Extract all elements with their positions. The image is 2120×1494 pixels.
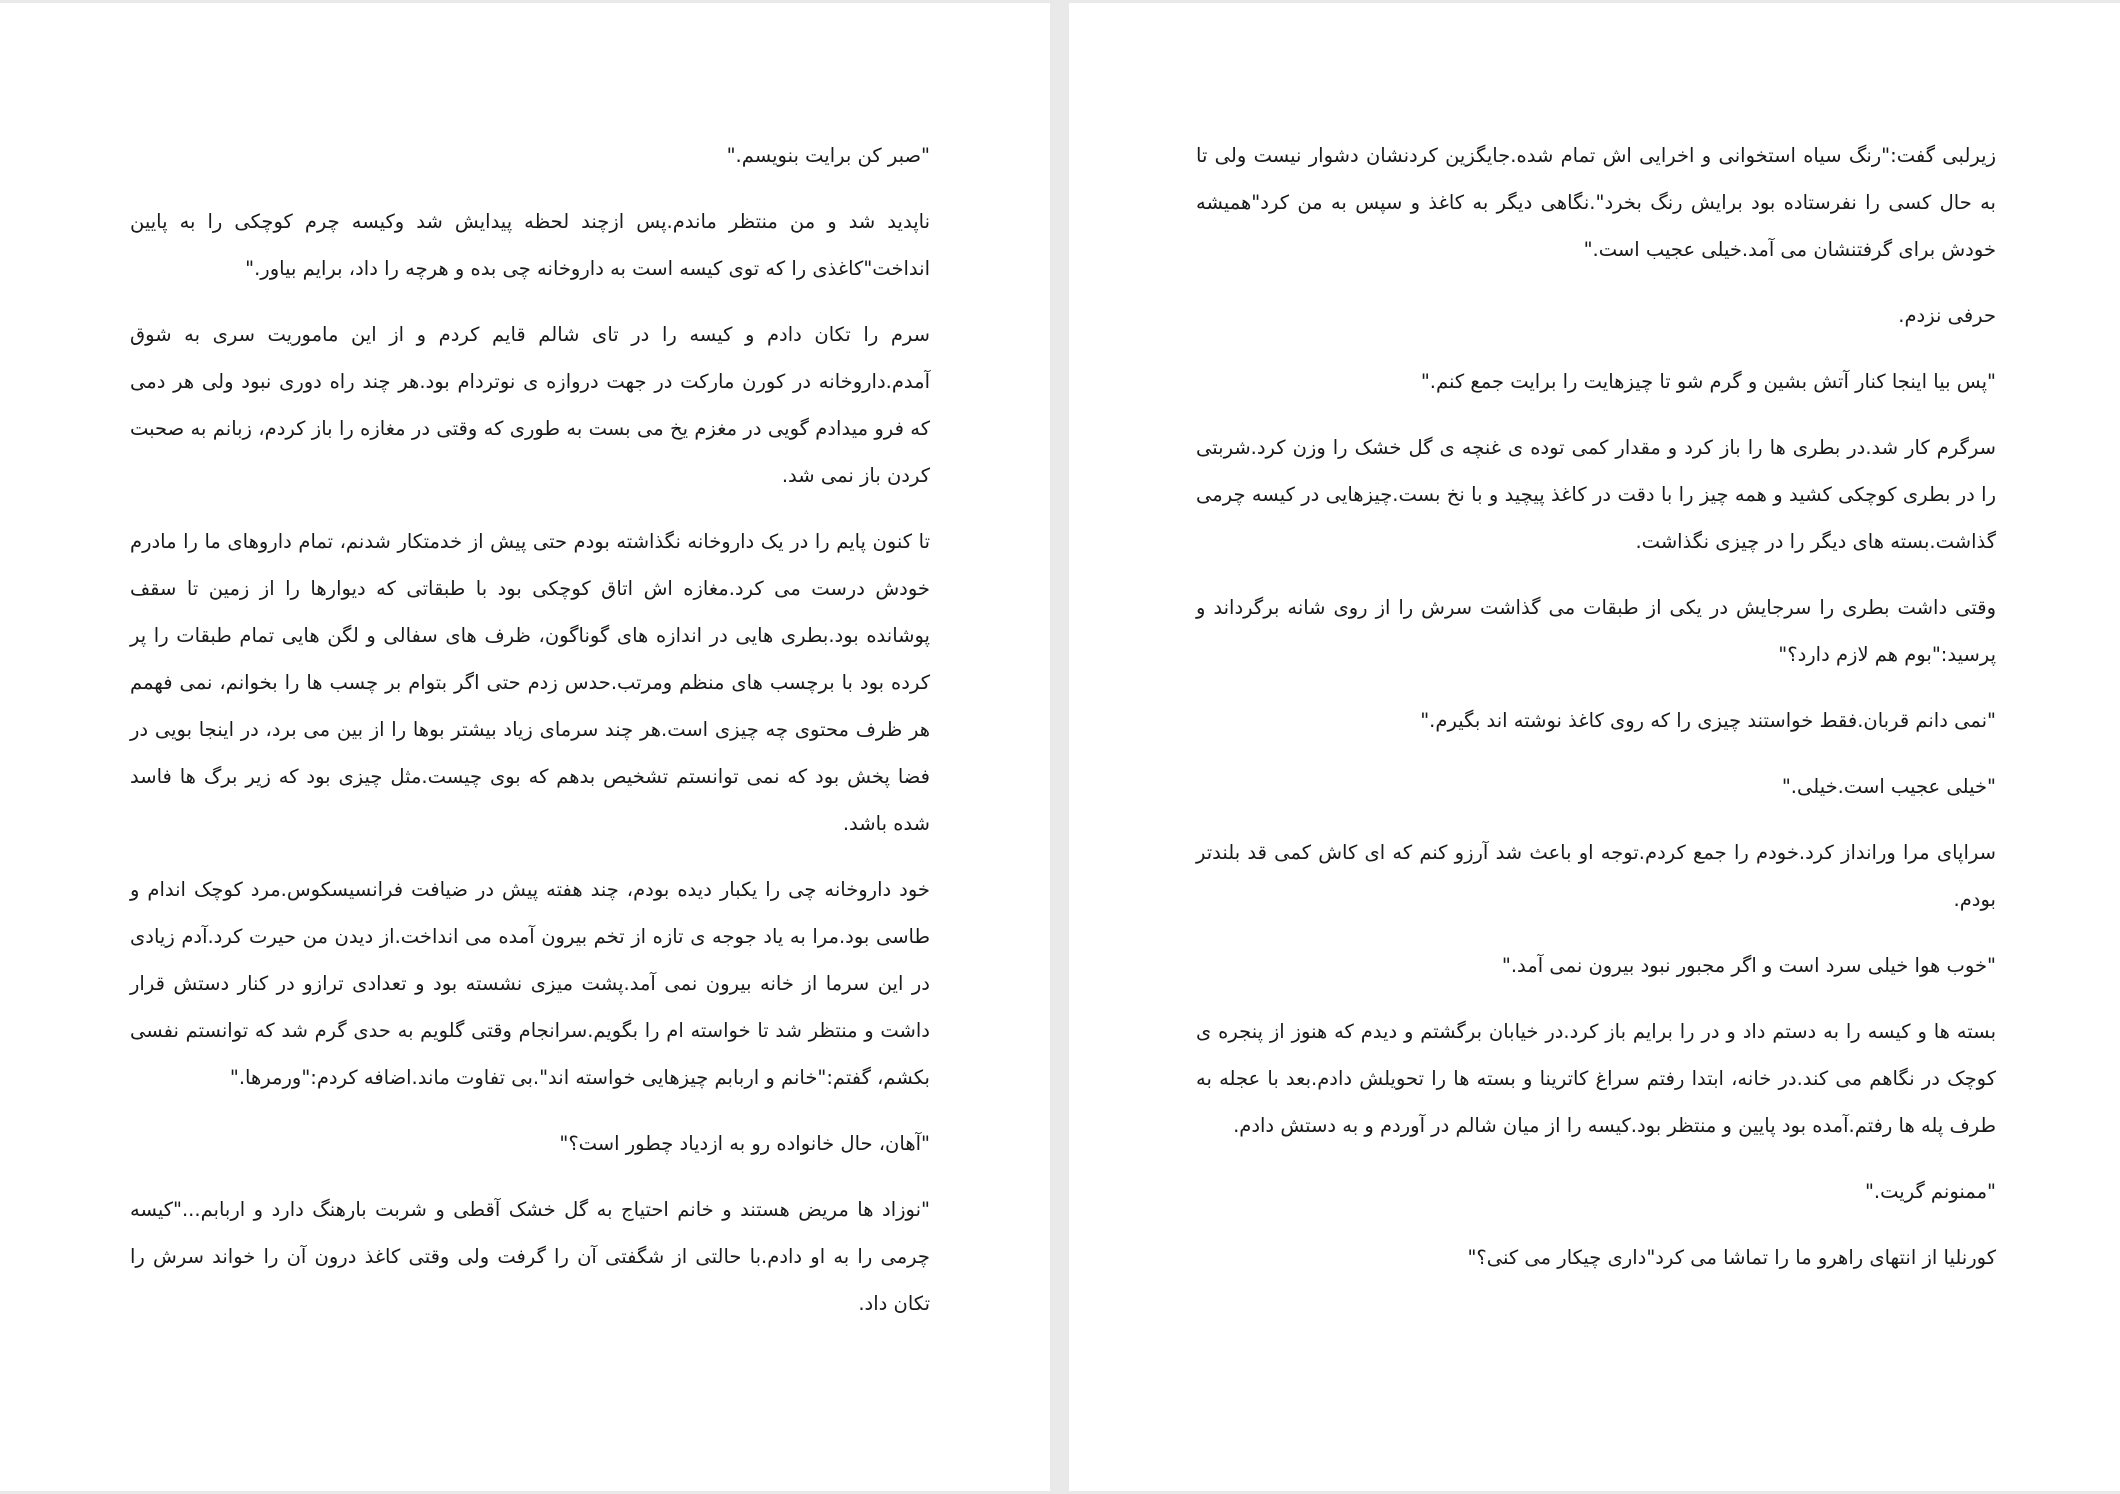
paragraph: "صبر کن برایت بنویسم.": [726, 144, 930, 167]
paragraph: "خیلی عجیب است.خیلی.": [1781, 775, 1996, 798]
paragraph: ناپدید شد و من منتظر ماندم.پس ازچند لحظه پیدایش شد وکیسه چرم کوچکی را به پایین انداخت"کاغذی را که توی کیسه است به داروخانه چی بده و هرچه را داد، برایم بیاور.": [130, 210, 930, 280]
paragraph: سرم را تکان دادم و کیسه را در تای شالم قایم کردم و از این ماموریت سری به شوق آمدم.داروخانه در کورن مارکت در جهت دروازه ی نوتردام بود.هر چند راه دوری نبود ولی هر دمی که فرو میدادم گویی در مغزم یخ می بست به طوری که وقتی در مغازه را باز کردم، زبانم به صحبت کردن باز نمی شد.: [130, 323, 930, 487]
paragraph: "نوزاد ها مریض هستند و خانم احتیاج به گل خشک آقطی و شربت بارهنگ دارد و اربابم..."کیسه چرمی را به او دادم.با حالتی از شگفتی آن را گرفت ولی وقتی کاغذ درون آن را خواند سرش را تکان داد.: [130, 1198, 930, 1315]
paragraph: "نمی دانم قربان.فقط خواستند چیزی را که روی کاغذ نوشته اند بگیرم.": [1420, 709, 1996, 732]
paragraph: زیرلبی گفت:"رنگ سیاه استخوانی و اخرایی اش تمام شده.جایگزین کردنشان دشوار نیست ولی تا به حال کسی را نفرستاده بود برایش رنگ بخرد".نگاهی دیگر به کاغذ و سپس به من کرد"همیشه خودش برای گرفتنشان می آمد.خیلی عجیب است.": [1196, 144, 1996, 261]
paragraph: حرفی نزدم.: [1898, 304, 1996, 327]
paragraph: سرگرم کار شد.در بطری ها را باز کرد و مقدار کمی توده ی غنچه ی گل خشک را وزن کرد.شربتی را در بطری کوچکی کشید و همه چیز را با دقت در کاغذ پیچید و با نخ بست.چیزهایی در کیسه چرمی گذاشت.بسته های دیگر را در چیزی نگذاشت.: [1196, 436, 1996, 553]
paragraph: بسته ها و کیسه را به دستم داد و در را برایم باز کرد.در خیابان برگشتم و دیدم که هنوز از پنجره ی کوچک در نگاهم می کند.در خانه، ابتدا رفتم سراغ کاترینا و بسته ها را تحویلش دادم.بعد با عجله به طرف پله ها رفتم.آمده بود پایین و منتظر بود.کیسه را از میان شالم در آوردم و به دستش دادم.: [1196, 1020, 1996, 1137]
paragraph: "پس بیا اینجا کنار آتش بشین و گرم شو تا چیزهایت را برایت جمع کنم.": [1420, 370, 1996, 393]
paragraph: خود داروخانه چی را یکبار دیده بودم، چند هفته پیش در ضیافت فرانسیسکوس.مرد کوچک اندام و طاسی بود.مرا به یاد جوجه ی تازه از تخم بیرون آمده می انداخت.از دیدن من حیرت کرد.آدم زیادی در این سرما از خانه بیرون نمی آمد.پشت میزی نشسته بود و تعدادی ترازو در کنار دستش قرار داشت و منتظر شد تا خواسته ام را بگویم.سرانجام وقتی گلویم به حدی گرم شد که توانستم نفسی بکشم، گفتم:"خانم و اربابم چیزهایی خواسته اند".بی تفاوت ماند.اضافه کردم:"ورمرها.": [130, 878, 930, 1089]
paragraph: "ممنونم گریت.": [1864, 1180, 1996, 1203]
paragraph: کورنلیا از انتهای راهرو ما را تماشا می کرد"داری چیکار می کنی؟": [1467, 1246, 1996, 1269]
paragraph: سراپای مرا ورانداز کرد.خودم را جمع کردم.توجه او باعث شد آرزو کنم که ای کاش کمی قد بلندتر بودم.: [1196, 841, 1996, 911]
page-gap: [1050, 0, 1069, 1494]
page-left: [0, 3, 1050, 1491]
paragraph: "خوب هوا خیلی سرد است و اگر مجبور نبود بیرون نمی آمد.": [1501, 954, 1996, 977]
paragraph: "آهان، حال خانواده رو به ازدیاد چطور است؟": [559, 1132, 930, 1155]
paragraph: وقتی داشت بطری را سرجایش در یکی از طبقات می گذاشت سرش را از روی شانه برگرداند و پرسید:"بوم هم لازم دارد؟": [1196, 596, 1996, 666]
paragraph: تا کنون پایم را در یک داروخانه نگذاشته بودم حتی پیش از خدمتکار شدنم، تمام داروهای ما را مادرم خودش درست می کرد.مغازه اش اتاق کوچکی بود با طبقاتی که دیوارها را از زمین تا سقف پوشانده بود.بطری هایی در اندازه های گوناگون، ظرف های سفالی و لگن هایی تمام طبقات را پر کرده بود با برچسب های منظم ومرتب.حدس زدم حتی اگر بتوام بر چسب ها را بخوانم، نمی فهمم هر ظرف محتوی چه چیزی است.هر چند سرمای زیاد بیشتر بوها را از بین می برد، در اینجا بویی در فضا پخش بود که نمی توانستم تشخیص بدهم که بوی چیست.مثل چیزی بود که زیر برگ ها فاسد شده باشد.: [130, 530, 930, 835]
page-left-text: [130, 132, 930, 1346]
page-right: [1069, 3, 2120, 1491]
page-right-text: [1196, 132, 1996, 1300]
